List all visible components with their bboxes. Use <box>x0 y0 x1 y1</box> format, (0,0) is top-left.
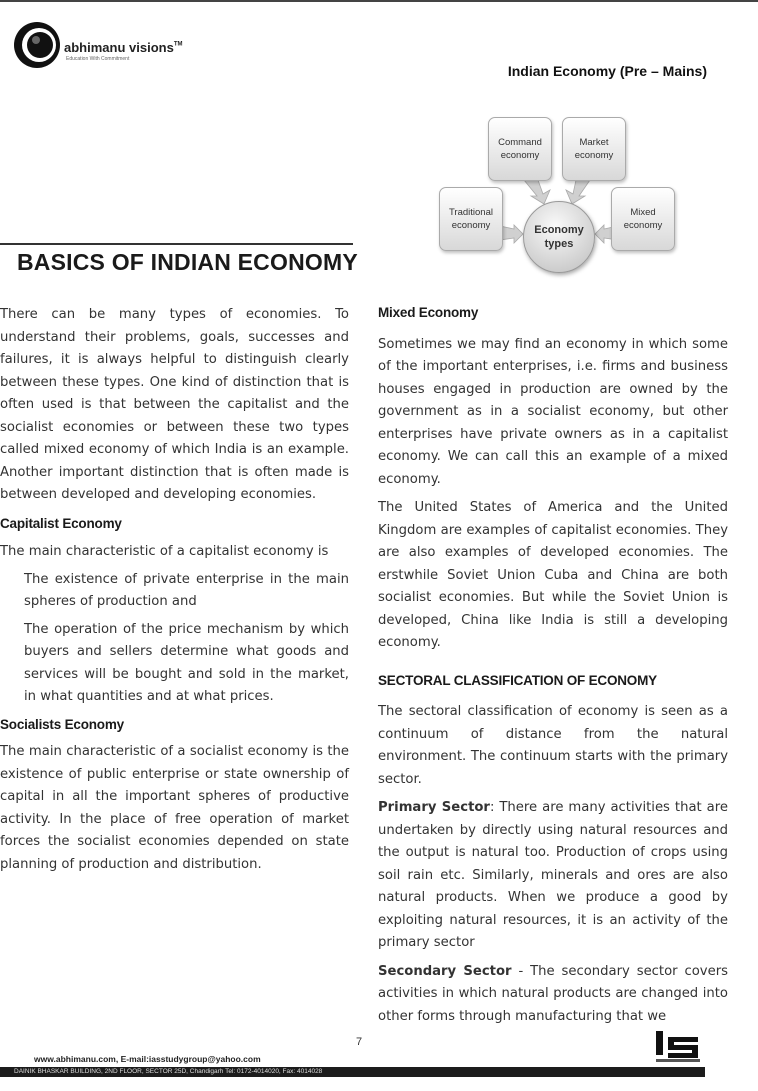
diagram-box-mixed: Mixed economy <box>611 187 675 251</box>
economy-types-diagram <box>434 112 684 294</box>
primary-sector-text: : There are many activities that are undertaken by directly using natural resources and the output is natural too. Production of crops using soil rain etc. Similarly, minerals and ores are also natural products. When we produce a good by exploiting natural resources, it is an activity of the primary sector <box>378 800 728 950</box>
primary-sector-label: Primary Sector <box>378 800 490 815</box>
top-border-line <box>0 0 758 2</box>
mixed-paragraph-1: Sometimes we may find an economy in which some of the important enterprises, i.e. firms and business houses engaged in production are owned by the government as in a socialist economy, but other enterprises have private owners as in a capitalist economy. We can call this an example of a mixed economy. <box>378 336 728 487</box>
sectoral-paragraph: The sectoral classification of economy is seen as a continuum of distance from the natural environment. The continuum starts with the primary sector. <box>378 704 728 787</box>
socialist-heading: Socialists Economy <box>0 716 124 732</box>
diagram-center-circle: Economy types <box>523 201 595 273</box>
brand-trademark: TM <box>173 41 183 48</box>
left-column <box>0 304 349 876</box>
right-column <box>378 302 728 1028</box>
capitalist-point: The existence of private enterprise in the main spheres of production and <box>24 571 349 609</box>
footer-logo-icon <box>654 1031 704 1065</box>
intro-paragraph: There can be many types of economies. To understand their problems, goals, successes and failures, it is always helpful to distinguish clearly between these types. One kind of distinction that is often used is that between the capitalist and the socialist economies or between these two types called mixed economy of which India is an example. Another important distinction that is often made is between developed and developing economies. <box>0 307 349 502</box>
title-rule <box>0 243 353 245</box>
secondary-sector-label: Secondary Sector <box>378 963 512 979</box>
diagram-box-traditional: Traditional economy <box>439 187 503 251</box>
brand-tagline: Education With Commitment <box>66 56 130 62</box>
secondary-sector-paragraph <box>378 961 728 1029</box>
brand-logo <box>12 20 182 70</box>
socialist-paragraph: The main characteristic of a socialist economy is the existence of public enterprise or state ownership of capital in all the important spheres of productive activity. In the place of free operation of market forces the socialist economies depended on state planning of production and distribution. <box>0 744 349 872</box>
capitalist-lead: The main characteristic of a capitalist economy is <box>0 544 329 559</box>
capitalist-heading: Capitalist Economy <box>0 515 122 531</box>
brand-name: abhimanu visions <box>64 40 174 55</box>
primary-sector-paragraph <box>378 797 728 955</box>
secondary-sector-text: - The secondary sector covers activities in which natural products are changed into other forms through manufacturing that we <box>378 963 728 1024</box>
sectoral-heading: SECTORAL CLASSIFICATION OF ECONOMY <box>378 672 657 688</box>
mixed-heading: Mixed Economy <box>378 305 479 320</box>
capitalist-point: The operation of the price mechanism by which buyers and sellers determine what goods and services will be bought and sold in the market, in what quantities and at what prices. <box>24 621 349 704</box>
footer-address-bar: DAINIK BHASKAR BUILDING, 2ND FLOOR, SECTOR 25D, Chandigarh Tel: 0172-4014020, Fax: 4014028 <box>0 1067 705 1077</box>
diagram-box-command: Command economy <box>488 117 552 181</box>
page-number: 7 <box>356 1036 363 1048</box>
capitalist-points <box>0 569 349 709</box>
mixed-paragraph-2: The United States of America and the United Kingdom are examples of capitalist economies. They are also examples of developed economies. The erstwhile Soviet Union Cuba and China are both socialist economies. But while the Soviet Union is developed, China like India is still a developing economy. <box>378 500 728 650</box>
footer-website: www.abhimanu.com, E-mail:iasstudygroup@yahoo.com <box>34 1054 261 1064</box>
main-title: BASICS OF INDIAN ECONOMY <box>17 249 358 275</box>
brand-logo-icon <box>12 20 62 70</box>
diagram-box-market: Market economy <box>562 117 626 181</box>
page-header-title: Indian Economy (Pre – Mains) <box>507 63 707 79</box>
